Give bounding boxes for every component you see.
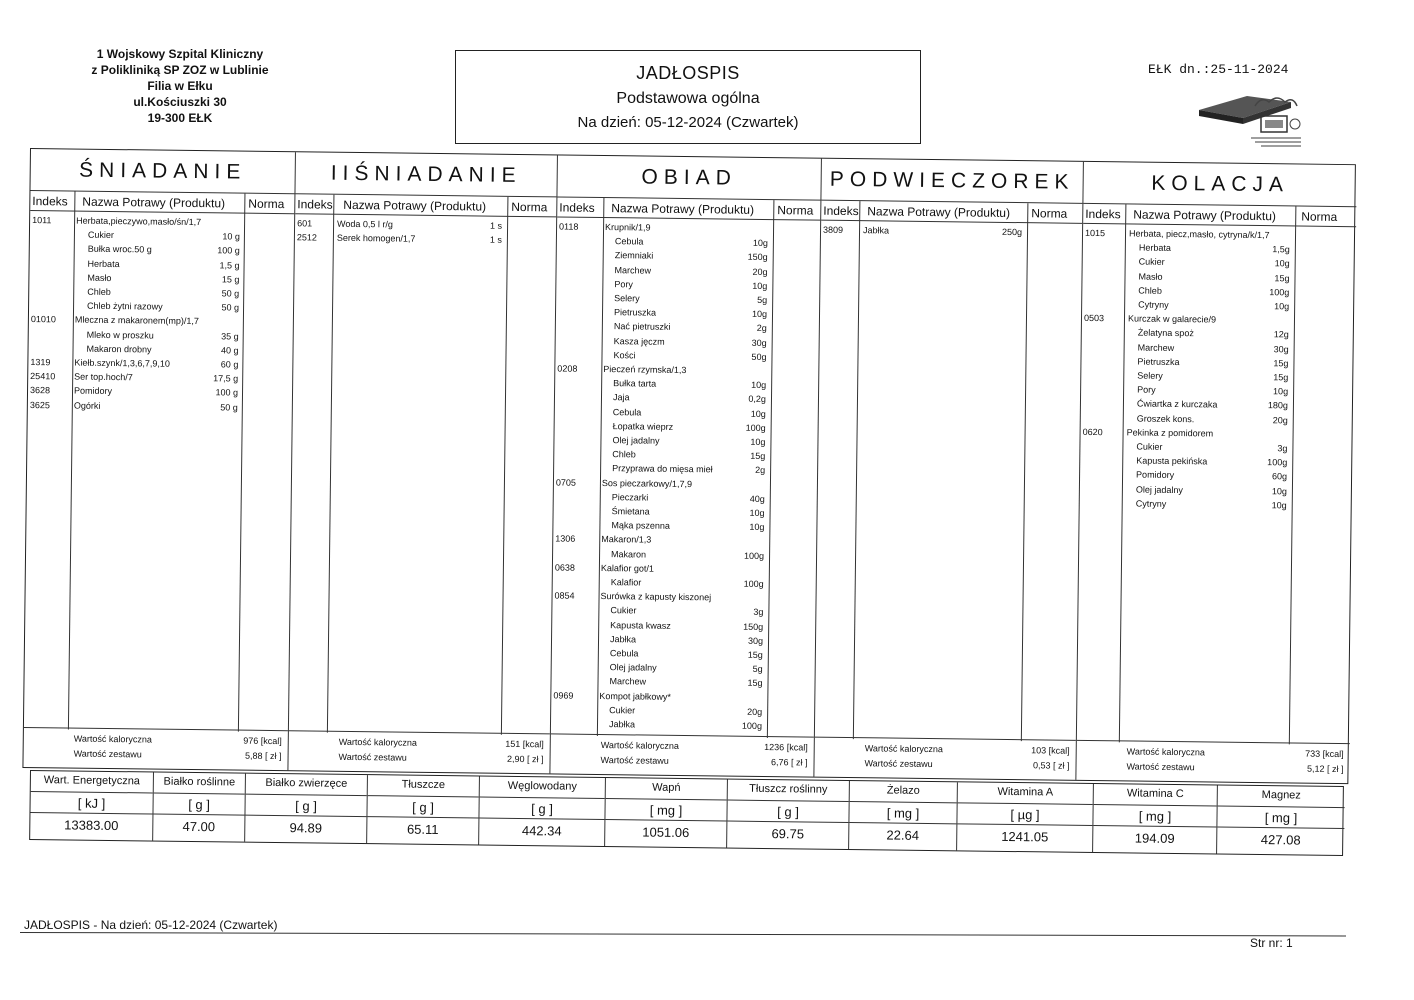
item-name: Cukier <box>1138 256 1165 268</box>
item-norm: 50 g <box>221 302 240 313</box>
nutrient-label: Białko roślinne <box>163 775 236 789</box>
item-norm: 10g <box>1274 301 1290 312</box>
item-name: Kości <box>613 349 636 361</box>
item-name: Jabłka <box>608 719 636 730</box>
item-norm: 15g <box>747 649 763 660</box>
kcal-label: Wartość kaloryczna <box>338 736 418 748</box>
header-index: Indeks <box>32 194 68 209</box>
nutrient-unit: [ kJ ] <box>30 791 152 814</box>
hospital-line: 1 Wojskowy Szpital Kliniczny <box>96 47 264 61</box>
meal-column <box>813 159 1083 780</box>
column-divider <box>327 195 335 733</box>
item-index: 3628 <box>29 385 51 396</box>
item-norm: 150g <box>747 252 768 263</box>
header-index: Indeks <box>297 197 333 212</box>
meal-summary <box>1076 740 1349 783</box>
item-name: Kapusta kwasz <box>610 619 671 631</box>
item-name: Bułka tarta <box>613 378 657 389</box>
item-name: Cebula <box>609 648 639 659</box>
meal-title: OBIAD <box>557 155 820 200</box>
item-norm: 10g <box>750 436 766 448</box>
nutrient-value: 442.34 <box>521 823 562 839</box>
menu-item-row <box>821 223 1082 240</box>
item-name: Przyprawa do mięsa mieł <box>612 463 713 475</box>
kcal-label: Wartość kaloryczna <box>600 740 679 751</box>
item-name: Groszek kons. <box>1136 413 1195 424</box>
nutrient-column <box>848 781 957 850</box>
nutrient-value: 65.11 <box>406 821 439 837</box>
nutrient-column <box>956 782 1093 852</box>
nutrient-label: Wart. Energetyczna <box>43 774 141 788</box>
item-name: Cebula <box>614 236 644 247</box>
menu-item-row <box>295 230 556 247</box>
column-headers <box>30 191 294 214</box>
item-index: 2512 <box>296 232 318 243</box>
title-box <box>455 50 921 144</box>
nutrient-value: 13383.00 <box>64 817 119 834</box>
kcal-value: 733 [kcal] <box>1305 748 1344 760</box>
header-norm: Norma <box>248 196 285 212</box>
item-name: Pory <box>614 278 633 290</box>
item-name: Mleko w proszku <box>86 329 154 341</box>
meal-title: ŚNIADANIE <box>30 149 294 194</box>
item-name: Chleb żytni razowy <box>87 300 163 312</box>
header-name: Nazwa Potrawy (Produktu) <box>611 201 755 217</box>
item-index: 0620 <box>1082 426 1103 437</box>
cost-value: 5,12 [ zł ] <box>1306 763 1344 775</box>
item-index: 01010 <box>30 314 56 325</box>
item-norm: 5g <box>752 664 763 675</box>
column-headers <box>1083 204 1356 227</box>
meal-title: IIŚNIADANIE <box>295 152 556 197</box>
item-name: Makaron/1,3 <box>601 534 652 546</box>
food-tray-illustration <box>1195 92 1315 150</box>
item-name: Olej jadalny <box>609 662 657 673</box>
nutrient-unit: [ g ] <box>367 795 478 818</box>
item-norm: 17,5 g <box>213 373 239 384</box>
hospital-line: ul.Kościuszki 30 <box>133 95 227 109</box>
item-index: 0503 <box>1083 313 1105 324</box>
kcal-value: 103 [kcal] <box>1031 745 1070 756</box>
item-norm: 2g <box>756 323 767 334</box>
item-name: Jabłka <box>609 633 637 645</box>
item-name: Makaron <box>611 548 647 560</box>
header-index: Indeks <box>823 203 859 219</box>
item-name: Cebula <box>612 406 642 418</box>
item-name: Kalafior got/1 <box>600 562 655 574</box>
item-name: Selery <box>1137 370 1163 381</box>
item-name: Herbata <box>87 258 120 269</box>
item-norm: 35 g <box>221 330 239 342</box>
item-name: Ser top.hoch/7 <box>74 371 133 383</box>
item-name: Cukier <box>87 229 115 241</box>
meal-summary <box>550 733 813 776</box>
item-name: Kasza jęczm <box>613 335 665 347</box>
nutrient-unit: [ g ] <box>479 796 604 820</box>
item-norm: 250g <box>1001 226 1023 238</box>
item-name: Łopatka wieprz <box>612 420 674 432</box>
item-norm: 15g <box>1273 358 1289 369</box>
item-index: 1319 <box>30 357 51 368</box>
kcal-value: 1236 [kcal] <box>764 742 808 753</box>
item-name: Masło <box>87 272 112 283</box>
item-name: Cukier <box>610 605 637 616</box>
item-name: Chleb <box>612 449 636 460</box>
item-index: 0969 <box>553 690 574 701</box>
menu-table <box>22 148 1355 784</box>
item-name: Pieczeń rzymska/1,3 <box>603 364 687 376</box>
item-index: 0208 <box>557 363 578 374</box>
nutrient-unit: [ g ] <box>245 794 366 817</box>
menu-item-row <box>1080 496 1353 513</box>
cost-label: Wartość zestawu <box>338 751 407 763</box>
item-name: Kompot jabłkowy* <box>599 690 671 702</box>
item-norm: 5g <box>757 294 768 306</box>
item-name: Cukier <box>1136 441 1163 452</box>
item-norm: 20g <box>752 266 768 277</box>
item-norm: 10 g <box>222 231 240 242</box>
item-norm: 10g <box>751 380 767 391</box>
item-name: Herbata <box>1138 242 1171 254</box>
nutrient-unit: [ mg ] <box>849 801 956 824</box>
item-norm: 100g <box>743 550 765 561</box>
item-name: Pieczarki <box>611 491 649 503</box>
nutrient-label: Węglowodany <box>507 779 577 793</box>
cost-label: Wartość zestawu <box>600 755 669 766</box>
item-index: 0854 <box>554 590 575 601</box>
item-norm: 100g <box>743 578 764 589</box>
item-norm: 20g <box>747 706 763 717</box>
item-name: Olej jadalny <box>1135 484 1184 495</box>
meal-column <box>1075 162 1357 783</box>
cost-value: 0,53 [ zł ] <box>1032 760 1070 771</box>
item-index: 0705 <box>555 477 577 488</box>
item-norm: 60 g <box>220 359 239 370</box>
item-name: Masło <box>1138 271 1163 282</box>
item-norm: 20g <box>1272 414 1288 425</box>
item-norm: 1 s <box>489 234 502 245</box>
item-norm: 10g <box>751 309 768 320</box>
nutrient-unit: [ µg ] <box>957 802 1092 826</box>
item-norm: 30g <box>1273 343 1289 354</box>
item-index: 1306 <box>555 533 576 545</box>
nutrient-value: 69.75 <box>771 826 805 842</box>
item-name: Cytryny <box>1138 299 1169 310</box>
kcal-label: Wartość kaloryczna <box>864 743 943 755</box>
cost-label: Wartość zestawu <box>1126 761 1195 773</box>
nutrient-label: Witamina C <box>1126 787 1184 801</box>
item-norm: 12g <box>1273 329 1289 340</box>
item-index: 25410 <box>30 371 56 382</box>
item-index: 0118 <box>559 221 579 232</box>
nutrient-value: 47.00 <box>182 818 216 835</box>
item-norm: 15g <box>1273 372 1289 383</box>
cost-label: Wartość zestawu <box>864 758 933 770</box>
item-name: Makaron drobny <box>86 343 152 355</box>
nutrient-label: Tłuszcze <box>401 778 446 792</box>
item-name: Kiełb.szynk/1,3,6,7,9,10 <box>74 357 170 369</box>
header-norm: Norma <box>1031 206 1068 221</box>
nutrient-unit: [ mg ] <box>605 798 726 821</box>
hospital-line: z Polikliniką SP ZOZ w Lublinie <box>91 63 269 77</box>
item-norm: 15g <box>750 451 766 462</box>
item-norm: 2g <box>755 465 766 476</box>
item-norm: 100g <box>1267 457 1288 468</box>
item-name: Kalafior <box>610 577 642 588</box>
nutrient-unit: [ g ] <box>153 793 244 816</box>
cost-label: Wartość zestawu <box>73 748 142 760</box>
item-name: Marchew <box>1137 342 1175 353</box>
nutrient-column <box>478 776 605 846</box>
kcal-value: 151 [kcal] <box>505 738 544 750</box>
item-name: Marchew <box>614 264 652 276</box>
item-name: Nać pietruszki <box>613 321 671 333</box>
header-name: Nazwa Potrawy (Produktu) <box>867 204 1011 220</box>
item-name: Serek homogen/1,7 <box>336 232 416 244</box>
nutrient-column <box>152 773 245 842</box>
item-name: Olej jadalny <box>612 435 660 446</box>
item-name: Cytryny <box>1135 498 1167 509</box>
item-name: Mleczna z makaronem(mp)/1,7 <box>74 314 200 327</box>
nutrient-column <box>726 780 849 849</box>
header-name: Nazwa Potrawy (Produktu) <box>1133 207 1277 224</box>
item-name: Pietruszka <box>613 307 657 318</box>
item-norm: 180g <box>1267 400 1289 411</box>
item-name: Bułka wroc.50 g <box>87 244 152 255</box>
item-norm: 30g <box>747 635 764 646</box>
hospital-line: Filia w Ełku <box>147 79 213 93</box>
column-divider <box>501 197 509 735</box>
item-norm: 0,2g <box>748 394 767 405</box>
item-norm: 15g <box>747 678 763 689</box>
item-index: 601 <box>297 218 313 229</box>
header-norm: Norma <box>511 199 548 215</box>
item-norm: 100 g <box>217 245 240 256</box>
item-name: Ogórki <box>73 400 101 411</box>
item-index: 0638 <box>554 562 576 573</box>
hospital-line: 19-300 EŁK <box>147 111 213 125</box>
meal-title: KOLACJA <box>1083 162 1356 207</box>
nutrient-value: 22.64 <box>886 827 920 843</box>
nutrition-table <box>29 770 1344 856</box>
item-norm: 10g <box>1271 485 1287 496</box>
item-norm: 100 g <box>215 387 239 398</box>
meal-column <box>549 155 821 776</box>
item-name: Mąka pszenna <box>611 520 671 532</box>
item-name: Surówka z kapusty kiszonej <box>600 591 712 603</box>
nutrient-value: 427.08 <box>1260 832 1301 848</box>
column-divider <box>1021 203 1029 741</box>
cost-value: 6,76 [ zł ] <box>770 757 808 768</box>
header-index: Indeks <box>1085 206 1121 222</box>
item-norm: 50 g <box>220 401 238 413</box>
menu-date: Na dzień: 05-12-2024 (Czwartek) <box>577 114 799 131</box>
header-norm: Norma <box>1301 209 1338 224</box>
item-name: Sos pieczarkowy/1,7,9 <box>601 477 693 489</box>
item-norm: 100g <box>1269 286 1290 298</box>
nutrient-label: Tłuszcz roślinny <box>749 782 828 796</box>
item-name: Kapusta pekińska <box>1136 455 1208 467</box>
nutrient-value: 194.09 <box>1134 830 1175 846</box>
nutrient-label: Białko zwierzęce <box>265 776 348 790</box>
meal-title: PODWIECZOREK <box>821 159 1082 204</box>
document-date: EŁK dn.:25-11-2024 <box>1148 62 1289 77</box>
item-name: Selery <box>614 293 640 304</box>
item-name: Kurczak w galarecie/9 <box>1127 313 1217 325</box>
page-number: Str nr: 1 <box>1250 936 1293 950</box>
item-name: Pomidory <box>1136 469 1175 481</box>
item-name: Pietruszka <box>1137 356 1180 367</box>
nutrient-label: Witamina A <box>997 785 1054 799</box>
menu-item-row <box>28 398 292 415</box>
footer-divider <box>20 932 1346 936</box>
item-norm: 1,5g <box>1272 244 1290 255</box>
item-norm: 40g <box>749 493 765 504</box>
item-name: Chleb <box>87 286 111 297</box>
nutrient-unit: [ mg ] <box>1217 806 1344 830</box>
nutrient-label: Magnez <box>1261 789 1301 802</box>
header-norm: Norma <box>777 203 814 218</box>
item-norm: 10g <box>1271 499 1287 511</box>
item-norm: 10g <box>749 507 765 519</box>
nutrient-value: 94.89 <box>289 820 323 836</box>
cost-value: 5,88 [ zł ] <box>244 750 282 762</box>
item-norm: 150g <box>743 621 764 632</box>
item-name: Jabłka <box>862 225 890 236</box>
item-name: Herbata,pieczywo,masło/śn/1,7 <box>76 215 202 228</box>
nutrient-column <box>244 774 367 843</box>
item-name: Krupnik/1,9 <box>605 222 651 233</box>
item-norm: 1,5 g <box>219 259 240 271</box>
item-norm: 10g <box>752 280 768 291</box>
meal-column <box>287 152 557 773</box>
nutrient-column <box>366 775 479 844</box>
item-name: Marchew <box>609 676 647 687</box>
kcal-label: Wartość kaloryczna <box>1126 746 1205 758</box>
item-norm: 30g <box>751 337 767 348</box>
item-norm: 40 g <box>220 345 239 356</box>
item-norm: 15g <box>1274 272 1290 283</box>
nutrient-unit: [ mg ] <box>1093 804 1216 828</box>
item-norm: 50g <box>751 351 767 362</box>
item-norm: 10g <box>1274 258 1290 269</box>
item-name: Pekinka z pomidorem <box>1126 427 1214 439</box>
item-name: Żelatyna spoż <box>1137 327 1194 339</box>
cost-value: 2,90 [ zł ] <box>506 753 544 765</box>
item-index: 3625 <box>29 399 50 410</box>
nutrient-value: 1241.05 <box>1001 828 1049 845</box>
item-name: Cukier <box>609 704 636 716</box>
item-index: 1015 <box>1084 227 1106 239</box>
header-name: Nazwa Potrawy (Produktu) <box>343 197 487 214</box>
item-norm: 3g <box>1277 443 1288 454</box>
column-headers <box>557 197 820 220</box>
item-name: Ziemniaki <box>614 250 654 262</box>
nutrient-label: Wapń <box>652 781 681 794</box>
footer-text: JADŁOSPIS - Na dzień: 05-12-2024 (Czwartek) <box>24 918 278 932</box>
nutrient-column <box>604 778 727 847</box>
diet-name: Podstawowa ogólna <box>616 90 760 107</box>
nutrient-unit: [ g ] <box>727 800 848 823</box>
nutrient-label: Żelazo <box>886 784 920 797</box>
nutrient-column <box>1092 784 1217 854</box>
item-name: Ćwiartka z kurczaka <box>1136 398 1218 410</box>
item-name: Śmietana <box>611 506 650 517</box>
item-index: 1011 <box>32 215 52 226</box>
item-name: Pory <box>1137 384 1156 395</box>
item-index: 3809 <box>823 224 844 235</box>
nutrient-column <box>1216 786 1345 856</box>
meal-column <box>23 149 295 770</box>
item-norm: 10g <box>749 522 765 533</box>
item-norm: 10g <box>750 408 766 419</box>
kcal-label: Wartość kaloryczna <box>73 733 153 745</box>
header-index: Indeks <box>559 200 595 215</box>
item-norm: 10g <box>752 238 768 249</box>
meal-summary <box>288 730 549 773</box>
meal-summary <box>23 727 287 770</box>
nutrient-value: 1051.06 <box>642 824 690 841</box>
item-norm: 3g <box>753 607 764 618</box>
kcal-value: 976 [kcal] <box>243 735 282 747</box>
menu-item-row <box>551 716 814 733</box>
column-divider <box>853 201 861 739</box>
item-norm: 60g <box>1271 471 1288 482</box>
item-norm: 50 g <box>221 288 240 299</box>
meal-summary <box>814 737 1075 780</box>
item-norm: 1 s <box>490 220 503 231</box>
item-name: Chleb <box>1138 285 1162 296</box>
item-norm: 10g <box>1273 386 1289 397</box>
item-name: Herbata, piecz,masło, cytryna/k/1,7 <box>1128 228 1270 241</box>
page-title: JADŁOSPIS <box>636 63 740 83</box>
item-name: Woda 0,5 l r/g <box>337 218 394 230</box>
item-name: Jaja <box>612 392 630 403</box>
item-norm: 15 g <box>221 274 240 285</box>
item-norm: 100g <box>741 720 763 731</box>
hospital-address <box>60 46 300 126</box>
item-name: Pomidory <box>73 385 113 397</box>
nutrient-column <box>30 771 153 840</box>
header-name: Nazwa Potrawy (Produktu) <box>82 194 226 211</box>
item-norm: 100g <box>745 422 766 433</box>
